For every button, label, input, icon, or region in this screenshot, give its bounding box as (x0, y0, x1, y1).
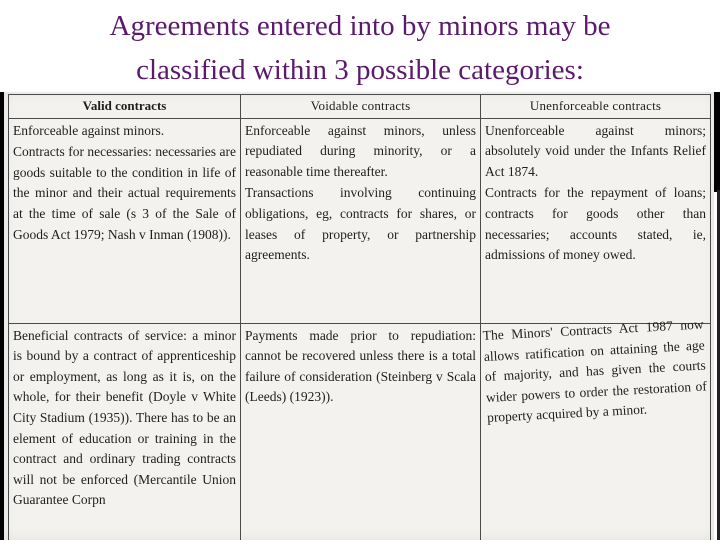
slide-title-line-2: classified within 3 possible categories: (136, 54, 584, 86)
cell-voidable-2 (241, 323, 481, 540)
cell-text: Enforceable against minors, unless repudiated during minority, or a reasonable time thereafter. (245, 122, 476, 179)
header-voidable-contracts: Voidable contracts (241, 95, 481, 119)
header-unenforceable-contracts: Unenforceable contracts (481, 95, 711, 119)
table-header-row (9, 95, 711, 119)
contracts-table (8, 94, 711, 540)
scan-border-right (714, 92, 720, 192)
cell-text: Contracts for the repayment of loans; contracts for goods other than necessaries; accounts stated, ie, admissions of money owed. (485, 185, 706, 263)
cell-text: Beneficial contracts of service: a minor is bound by a contract of apprenticeship or employment, as long as it is, on the whole, for their benefit (Doyle v White City Stadium (1935)). There has to be an element of education or training in the contract and ordinary trading contracts will not be enforced (Mercantile Union Guarantee Corpn (13, 327, 236, 508)
cell-text: Unenforceable against minors; absolutely void under the Infants Relief Act 1874. (485, 122, 706, 179)
cell-text: Payments made prior to repudiation: cannot be recovered unless there is a total failure of consideration (Steinberg v Scala (Leeds) (1923)). (245, 327, 476, 405)
cell-valid-1 (9, 118, 241, 323)
cell-unenforceable-1 (481, 118, 711, 323)
cell-text: Enforceable against minors. (13, 122, 165, 138)
cell-text: Transactions involving continuing obligations, eg, contracts for shares, or leases of property, or partnership agreements. (245, 185, 476, 263)
cell-text: The Minors' Contracts Act 1987 now allows ratification on attaining the age of majority, and has given the courts wider powers to order the restoration of property acquired by a minor. (482, 316, 708, 425)
slide-title (0, 4, 720, 92)
table-row (9, 323, 711, 540)
cell-unenforceable-2 (481, 316, 711, 540)
cell-voidable-1 (241, 118, 481, 323)
header-valid-contracts: Valid contracts (9, 95, 241, 119)
slide-title-line-1: Agreements entered into by minors may be (109, 10, 611, 42)
scanned-table-image (4, 92, 714, 540)
cell-valid-2 (9, 323, 241, 540)
table-row (9, 118, 711, 323)
cell-text: Contracts for necessaries: necessaries are goods suitable to the condition in life of the minor and their actual requirements at the time of sale (s 3 of the Sale of Goods Act 1979; Nash v Inman (1908)). (13, 144, 236, 242)
